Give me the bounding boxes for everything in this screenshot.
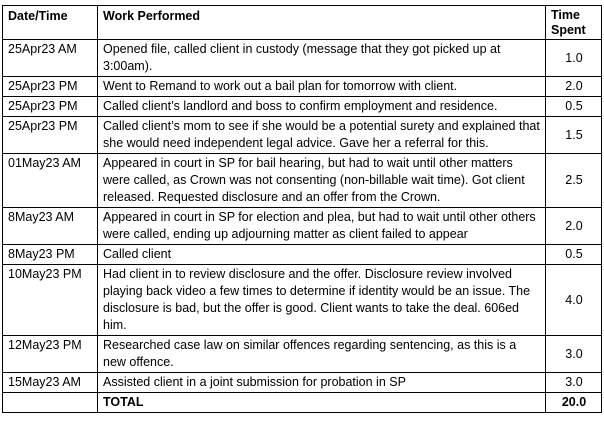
table-row bbox=[3, 373, 602, 393]
time-cell: 3.0 bbox=[546, 336, 602, 373]
work-cell: Assisted client in a joint submission for probation in SP bbox=[98, 373, 546, 393]
time-cell: 0.5 bbox=[546, 245, 602, 265]
time-cell: 2.0 bbox=[546, 77, 602, 97]
date-cell: 25Apr23 AM bbox=[3, 40, 98, 77]
work-cell: Called client’s mom to see if she would be a potential surety and explained that she would need independent legal advice. Gave her a referral for this. bbox=[98, 117, 546, 154]
header-time-spent: Time Spent bbox=[546, 6, 602, 40]
time-cell: 4.0 bbox=[546, 265, 602, 336]
table-row bbox=[3, 265, 602, 336]
work-log-table bbox=[2, 5, 602, 413]
time-cell: 2.0 bbox=[546, 208, 602, 245]
date-cell: 15May23 AM bbox=[3, 373, 98, 393]
work-cell: Opened file, called client in custody (message that they got picked up at 3:00am). bbox=[98, 40, 546, 77]
time-cell: 1.5 bbox=[546, 117, 602, 154]
header-date-time: Date/Time bbox=[3, 6, 98, 40]
date-cell: 25Apr23 PM bbox=[3, 117, 98, 154]
date-cell: 8May23 PM bbox=[3, 245, 98, 265]
time-cell: 1.0 bbox=[546, 40, 602, 77]
table-row bbox=[3, 40, 602, 77]
work-cell: Researched case law on similar offences regarding sentencing, as this is a new offence. bbox=[98, 336, 546, 373]
total-value: 20.0 bbox=[546, 393, 602, 413]
table-row bbox=[3, 245, 602, 265]
date-cell: 12May23 PM bbox=[3, 336, 98, 373]
total-label: TOTAL bbox=[98, 393, 546, 413]
date-cell: 8May23 AM bbox=[3, 208, 98, 245]
table-row bbox=[3, 336, 602, 373]
header-work-performed: Work Performed bbox=[98, 6, 546, 40]
time-cell: 3.0 bbox=[546, 373, 602, 393]
date-cell: 10May23 PM bbox=[3, 265, 98, 336]
total-empty-cell bbox=[3, 393, 98, 413]
table-row bbox=[3, 77, 602, 97]
time-cell: 2.5 bbox=[546, 154, 602, 208]
work-cell: Called client’s landlord and boss to confirm employment and residence. bbox=[98, 97, 546, 117]
work-cell: Appeared in court in SP for bail hearing, but had to wait until other matters were called, as Crown was not consenting (non-billable wait time). Got client released. Requested disclosure and an offer from the Crown. bbox=[98, 154, 546, 208]
table-row bbox=[3, 208, 602, 245]
table-row bbox=[3, 154, 602, 208]
date-cell: 25Apr23 PM bbox=[3, 77, 98, 97]
work-cell: Went to Remand to work out a bail plan for tomorrow with client. bbox=[98, 77, 546, 97]
table-row bbox=[3, 117, 602, 154]
time-cell: 0.5 bbox=[546, 97, 602, 117]
header-row bbox=[3, 6, 602, 40]
work-cell: Appeared in court in SP for election and plea, but had to wait until other others were called, ending up adjourning matter as client failed to appear bbox=[98, 208, 546, 245]
work-cell: Had client in to review disclosure and the offer. Disclosure review involved playing back video a few times to determine if identity would be an issue. The disclosure is bad, but the offer is good. Client wants to take the deal. 606ed him. bbox=[98, 265, 546, 336]
date-cell: 01May23 AM bbox=[3, 154, 98, 208]
table-row bbox=[3, 97, 602, 117]
date-cell: 25Apr23 PM bbox=[3, 97, 98, 117]
work-cell: Called client bbox=[98, 245, 546, 265]
total-row bbox=[3, 393, 602, 413]
